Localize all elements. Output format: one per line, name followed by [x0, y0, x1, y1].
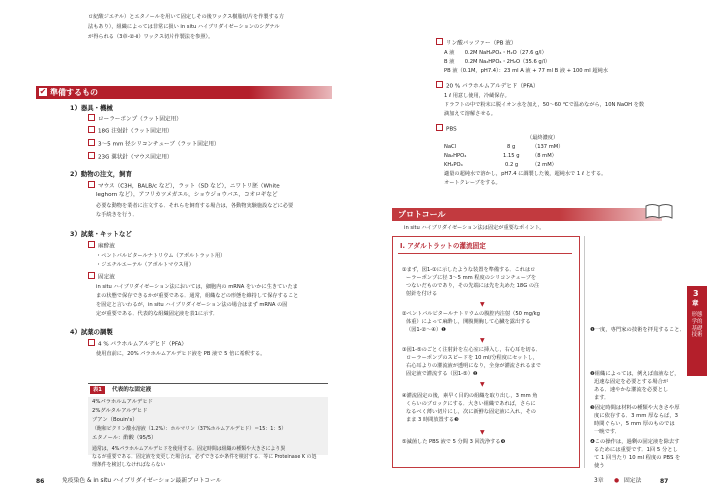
table-row: 4%パラホルムアルデヒド: [92, 399, 153, 405]
pb-label: [436, 38, 516, 49]
table-row: ブアン（Bouin's）: [92, 417, 138, 423]
equipment-item: [88, 126, 173, 137]
step-line: ①まず，図1-①に示したような装置を準備する．これはロ: [402, 267, 536, 273]
protocol-header: [392, 208, 662, 221]
checkbox-icon: [88, 339, 95, 346]
intro-line-3: が得られる（3章-②-ⅱ）ワックス切片作製法を参照）。: [88, 34, 214, 40]
side-note: ❹この操作は，過剰の固定液を除去す: [590, 439, 680, 445]
side-note: 使う: [594, 463, 605, 469]
heading-preparation: 4）試薬の調製: [70, 328, 113, 336]
equipment-item: [88, 152, 173, 163]
pfa20-label-text: 20 % パラホルムアルデヒド（PFA）: [446, 83, 539, 90]
fixative-paragraph-line: を固定と言いわるが，in situ ハイブリダイゼーション法の場合はまず mRNA の固: [96, 302, 288, 308]
pbs-name: KH₂PO₄: [444, 162, 463, 168]
step-line: 右心耳よりの灌流液が透明になり，全身が灌流されるまで: [406, 363, 541, 369]
step-line: ーラーポンプに径 3～5 mm 程度のシリコンチューブを: [406, 275, 537, 281]
pbs-conc: （137 mM）: [532, 144, 564, 150]
checkbox-icon: [436, 81, 443, 88]
pbs-name: NaCl: [444, 144, 457, 150]
equipment-item: [88, 114, 182, 125]
anesthesia-text: 麻酔液: [98, 243, 115, 250]
table-row: （飽和ピクリン酸水溶液（1.2%）：ホルマリン（37%ホルムアルデヒド）＝15：1：5）: [92, 426, 287, 432]
notes-divider: [584, 236, 585, 468]
equipment-item: [88, 139, 220, 150]
footer-chapter: 3章: [594, 478, 604, 484]
table-row: エタノール：酢酸（95/5）: [92, 435, 157, 441]
anesthesia-item: ・ジエチルエーテル（アボルトマウス用）: [96, 262, 194, 268]
fixative-text: 固定液: [98, 274, 115, 281]
checkbox-icon: [88, 272, 95, 279]
pfa-item: [88, 339, 187, 350]
table-note: なるが重要である．固定液を変更した場合は，必ずできるか条件を検討する．等に Proteinase K の処: [92, 454, 317, 460]
side-note: て 1 回当たり 10 ml 程度の PBS を: [594, 455, 681, 461]
side-note: ❶一度，専門家の技術を拝見すること．: [590, 327, 685, 333]
pfa20-text: ドラフトの中で粉末に脱イオン水を加え，50～60 ℃で温めながら，10N NaOH を数: [444, 102, 645, 108]
section-title-text: 準備するもの: [50, 88, 98, 97]
pb-row: B 液 0.2M Na₂HPO₄・2H₂O（35.6 g/l）: [444, 59, 551, 65]
pbs-header: （最終濃度）: [527, 135, 559, 141]
step-line: ⑤滅菌した PBS 液で 5 分間 3 回洗浄する❹: [402, 439, 506, 445]
chapter-label: 形態学的基礎技術: [691, 312, 703, 339]
pbs-amount: 0.2 g: [505, 162, 519, 168]
pbs-label: [436, 124, 457, 135]
arrow-down-icon: ▼: [480, 381, 485, 388]
pbs-amount: 8 g: [507, 144, 516, 150]
step-line: ローラーポンプのスピードを 10 ml/分程度にセットし，: [406, 355, 539, 361]
equipment-label: 18G 注射針（ラット固定用）: [98, 128, 173, 135]
checkbox-icon: [436, 124, 443, 131]
animals-note-1: 必要な動物を業者に注文する．それらを飼育する場合は，各動物実験施設などに必要: [96, 203, 294, 209]
anesthesia-item: ・ペントバルビタールナトリウム（アボルトラット用）: [96, 253, 226, 259]
checkbox-icon: [88, 139, 95, 146]
step-line: くらいのブロックにする．大きい組織であれば，さらに: [406, 401, 536, 407]
left-page: [0, 0, 352, 500]
pbs-conc: （2 mM）: [532, 162, 557, 168]
table-row: 2%グルタルアルデヒド: [92, 408, 148, 414]
footer-page-number: 86: [36, 478, 45, 485]
table-note: 通常は，4%パラホルムアルデヒドを使用する．固定時間は組織の種類や大きさにより異: [92, 446, 286, 452]
checkbox-icon: [88, 126, 95, 133]
step-line: （図1-②～④）❶: [406, 327, 446, 333]
arrow-down-icon: ▼: [480, 301, 485, 308]
pfa-label: 4 % パラホルムアルデヒド（PFA）: [98, 341, 188, 348]
side-note: 一晩です．: [594, 429, 621, 435]
side-note: 迅速な固定を必要とする場合が: [594, 379, 669, 385]
side-note: ❷組織によっては，例えば血液など，: [590, 371, 680, 377]
step-line: なるべく薄い切片にし，次に新鮮な固定液に入れ，その: [406, 409, 536, 415]
chapter-word: 章: [692, 299, 699, 307]
fixative-paragraph-line: in situ ハイブリダイゼーション法においては，細胞内の mRNA をいかに生きていたま: [96, 284, 298, 290]
subsection-rule: [398, 253, 572, 254]
step-line: ②ペントバルビタールナトリウムの腹腔内注射（50 mg/kg: [402, 311, 540, 317]
pb-row: PB 液（0.1M，pH7.4）：23 ml A 液 + 77 ml B 液 + 100 ml 超純水: [444, 68, 608, 74]
side-note: るためには重要です．1回 5 分とし: [594, 447, 678, 453]
pbs-note: 適量の超純水で溶かし，pH7.4 に調製した後，超純水で 1 ℓ とする。: [444, 171, 607, 177]
pb-label-text: リン酸バッファー（PB 液）: [446, 40, 517, 47]
animals-item: [88, 181, 280, 192]
heading-reagents: 3）試薬・キットなど: [70, 230, 132, 238]
protocol-intro: in situ ハイブリダイゼーション法は固定が重要なポイント。: [404, 225, 545, 231]
checkbox-icon: [88, 152, 95, 159]
footer-section-marker: ●: [614, 478, 620, 484]
step-line: まま 3 時間放置する❸: [406, 417, 459, 423]
pb-row: A 液 0.2M NaH₂PO₄・H₂O（27.6 g/l）: [444, 50, 547, 56]
arrow-down-icon: ▼: [480, 429, 485, 436]
step-line: ③図1-⑤のごとく注射針を左心室に挿入し，右心耳を切る．: [402, 347, 541, 353]
pfa20-text: 1 ℓ 用意し使用，冷蔵保存。: [444, 93, 510, 99]
side-note: ❸固定時間は材料の種類や大きさや厚: [590, 405, 680, 411]
checkmark-icon: ✔: [39, 87, 47, 96]
step-line: 体重）によって麻酔し，開腹開胸して心臓を露出する: [406, 319, 531, 325]
book-icon: [644, 201, 674, 221]
equipment-label: ローラーポンプ（ラット固定用）: [98, 116, 182, 123]
step-line: ④灌流固定の後，素早く目的の組織を取り出し，3 mm 角: [402, 393, 538, 399]
pfa20-label: [436, 81, 539, 92]
fixative-label: [88, 272, 115, 283]
anesthesia-label: [88, 241, 115, 252]
animals-item-cont: leghorn など），アフリカツメガエル，ショウジョウバエ，コオロギなど: [96, 192, 278, 198]
table-tag: 表1: [90, 386, 105, 394]
footer-section: 固定法: [624, 478, 642, 484]
pbs-label-text: PBS: [446, 126, 457, 133]
pbs-name: Na₂HPO₄: [444, 153, 467, 159]
chapter-number: 3: [693, 289, 699, 298]
step-line: 固定液で灌流する（図1-⑤）❷: [406, 371, 478, 377]
intro-line-2: 法もあり），組織によっては非常に扱い in situ ハイブリダイゼーションのシグナル: [88, 24, 280, 30]
intro-line-1: ロ紀酸ジエチル）とエタノールを用いて固定しその後ワックス樹脂切片を作製する方: [88, 14, 285, 20]
pfa20-text: 滴加えて溶解させる。: [444, 111, 496, 117]
checkbox-icon: [88, 241, 95, 248]
animals-label: マウス（C3H，BALB/c など），ラット（SD など），ニワトリ胚（White: [98, 183, 280, 190]
pfa-text: 使用直前に，20% パラホルムアルデヒド液を PB 液で 5 倍に希釈する。: [96, 351, 266, 357]
fixative-paragraph-line: まの状態で保存できるかが重要である．通常，組織などの形態を維持して保存すること: [96, 293, 299, 299]
animals-note-2: な手続きを行う．: [96, 212, 138, 218]
pbs-amount: 1.15 g: [503, 153, 520, 159]
side-note: ます．: [594, 395, 610, 401]
step-line: 射針を付ける: [406, 291, 438, 297]
right-page: [352, 0, 707, 500]
heading-equipment: 1）器具・機械: [70, 104, 113, 112]
fixative-paragraph-line: 定が重要である．代表的な組織固定液を表1に示す．: [96, 311, 219, 317]
checkbox-icon: [88, 114, 95, 121]
pbs-note: オートクレーブをする。: [444, 180, 501, 186]
footer-page-number: 87: [660, 478, 669, 485]
checkbox-icon: [436, 38, 443, 45]
protocol-title: プロトコール: [398, 210, 446, 219]
checkbox-icon: [88, 181, 95, 188]
side-note: 時間ぐらい，5 mm 厚のものでは: [594, 421, 675, 427]
step-line: つないだものであり，その先端には先を丸めた 18G の注: [406, 283, 540, 289]
side-note: 度に依存する．3 mm 厚ならば，3: [594, 413, 678, 419]
arrow-down-icon: ▼: [480, 337, 485, 344]
side-note: ある．速やかな灌流を必要とし: [594, 387, 669, 393]
heading-animals: 2）動物の注文，飼育: [70, 170, 132, 178]
section-title: [36, 86, 332, 99]
footer-book-title: 免疫染色 & in situ ハイブリダイゼーション最新プロトコール: [62, 478, 222, 484]
equipment-label: 23G 翼状針（マウス固定用）: [98, 154, 173, 161]
pbs-conc: （8 mM）: [532, 153, 557, 159]
table-top-rule: [88, 383, 328, 384]
equipment-label: 3～5 mm 径シリコンチューブ（ラット固定用）: [98, 141, 220, 148]
table-title: 代表的な固定液: [112, 387, 152, 393]
table-note: 理条件を検討しなければならない: [92, 462, 166, 468]
subsection-title: Ⅰ. アダルトラットの灌流固定: [400, 242, 486, 250]
